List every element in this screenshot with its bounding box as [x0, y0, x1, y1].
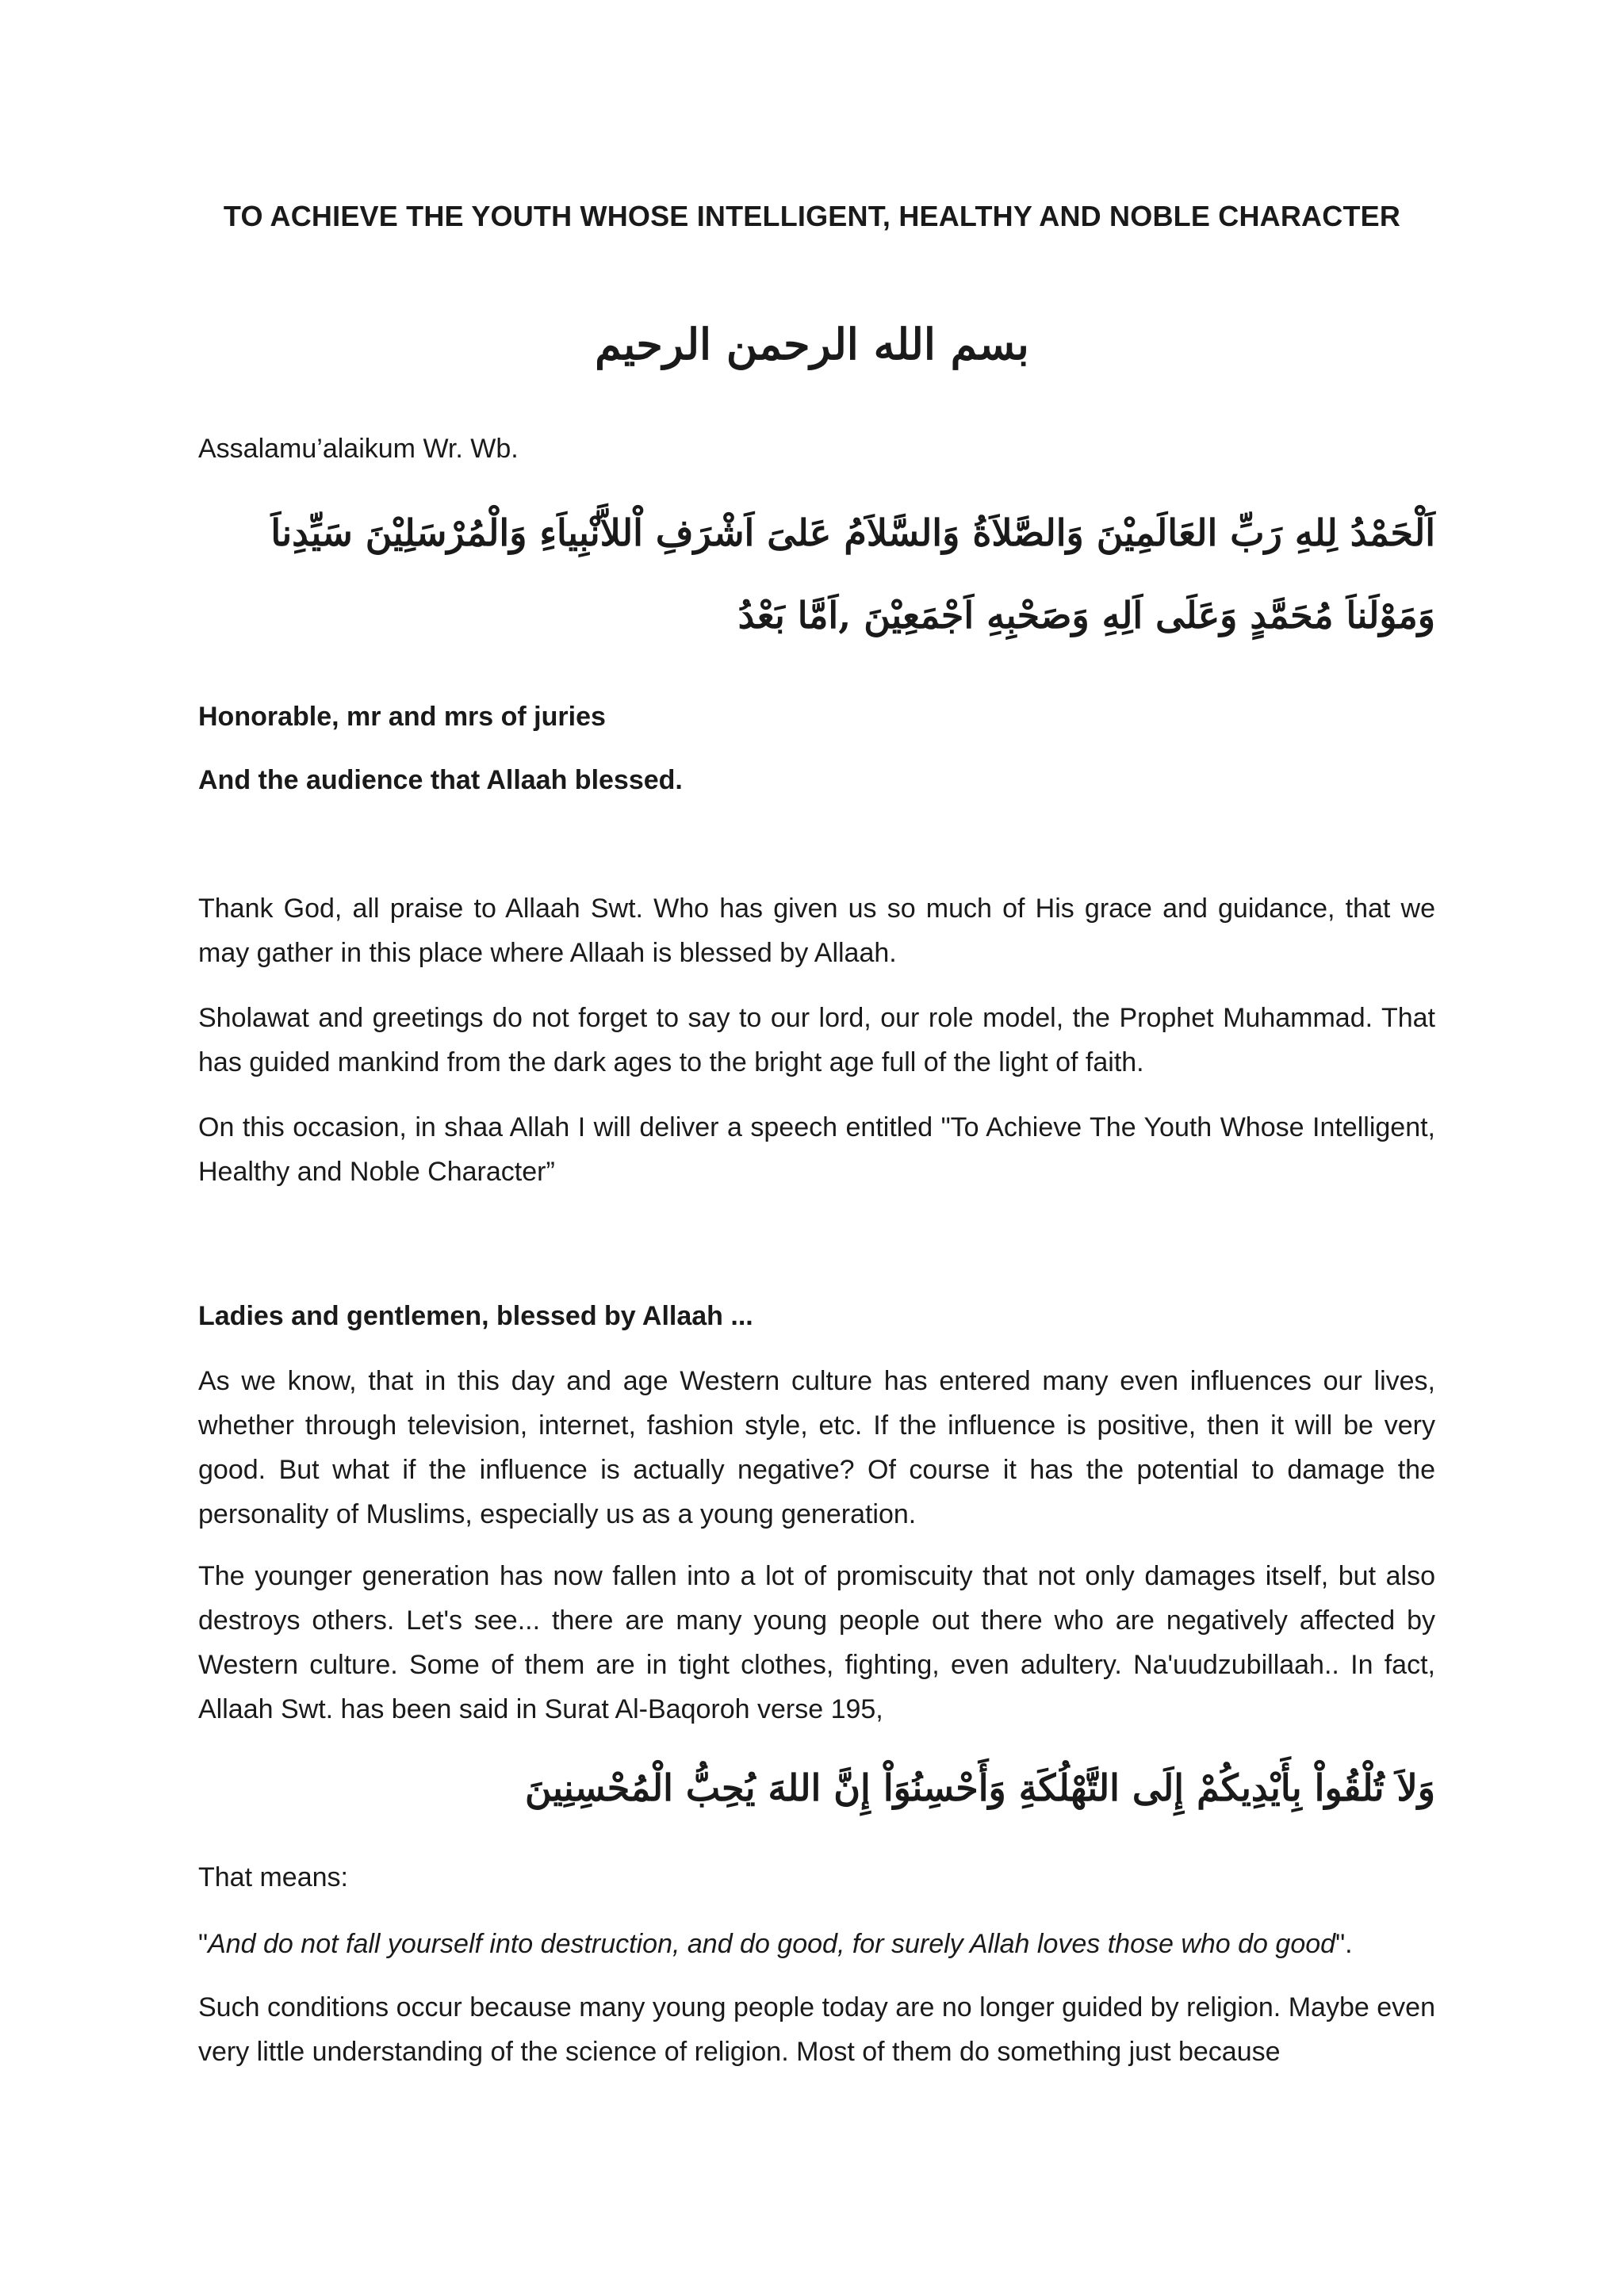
translation-open-quote: ": [198, 1929, 209, 1959]
translation-close-quote: ".: [1335, 1929, 1353, 1959]
that-means-label: That means:: [198, 1862, 348, 1892]
intro-paragraph-occasion: On this occasion, in shaa Allah I will deliver a speech entitled "To Achieve The Youth Whose Intelligent, Healthy and Noble Character”: [198, 1112, 1435, 1187]
basmala: بسم الله الرحمن الرحيم: [595, 319, 1029, 369]
speech-title: TO ACHIEVE THE YOUTH WHOSE INTELLIGENT, HEALTHY AND NOBLE CHARACTER: [223, 200, 1401, 232]
intro-paragraph-praise: Thank God, all praise to Allaah Swt. Who has given us so much of His grace and guidance, that we may gather in this place where Allaah is blessed by Allaah.: [198, 894, 1435, 968]
salutation-audience: And the audience that Allaah blessed.: [198, 765, 683, 795]
opening-arabic-prayer: اَلْحَمْدُ لِلهِ رَبِّ العَالَمِيْنَ وَالصَّلاَةُ وَالسَّلاَمُ عَلىَ اَشْرَفِ اْللاَّنْبِياَءِ وَالْمُرْسَلِيْنَ سَيِّدِناَ وَمَوْلَناَ مُحَمَّدٍ وَعَلَى اَلِهِ وَصَحْبِهِ اَجْمَعِيْنَ ,اَمَّا بَعْدُ: [270, 511, 1435, 637]
translation-text: And do not fall yourself into destruction, and do good, for surely Allah loves those who do good: [208, 1929, 1336, 1959]
section-heading: Ladies and gentlemen, blessed by Allaah ...: [198, 1301, 753, 1331]
verse-translation: [198, 1922, 1435, 1966]
body-paragraph-western-culture: As we know, that in this day and age Western culture has entered many even influences our lives, whether through television, internet, fashion style, etc. If the influence is positive, then it will be very good. But what if the influence is actually negative? Of course it has the potential to damage the personality of Muslims, especially us as a young generation.: [198, 1366, 1435, 1529]
intro-paragraph-sholawat: Sholawat and greetings do not forget to say to our lord, our role model, the Prophet Muhammad. That has guided mankind from the dark ages to the bright age full of the light of faith.: [198, 1003, 1435, 1077]
body-paragraph-younger-generation: The younger generation has now fallen into a lot of promiscuity that not only damages itself, but also destroys others. Let's see... there are many young people out there who are negatively affected by Western culture. Some of them are in tight clothes, fighting, even adultery. Na'uudzubillaah.. In fact, Allaah Swt. has been said in Surat Al-Baqoroh verse 195,: [198, 1561, 1435, 1724]
salutation-juries: Honorable, mr and mrs of juries: [198, 702, 606, 732]
quran-verse-arabic: وَلاَ تُلْقُواْ بِأَيْدِيكُمْ إِلَى التَّهْلُكَةِ وَأَحْسِنُوَاْ إِنَّ اللهَ يُحِبُّ الْمُحْسِنِينَ: [524, 1766, 1435, 1809]
greeting: Assalamu’alaikum Wr. Wb.: [198, 434, 519, 464]
closing-paragraph: Such conditions occur because many young people today are no longer guided by religion. Maybe even very little understanding of the science of religion. Most of them do something just because: [198, 1992, 1435, 2067]
